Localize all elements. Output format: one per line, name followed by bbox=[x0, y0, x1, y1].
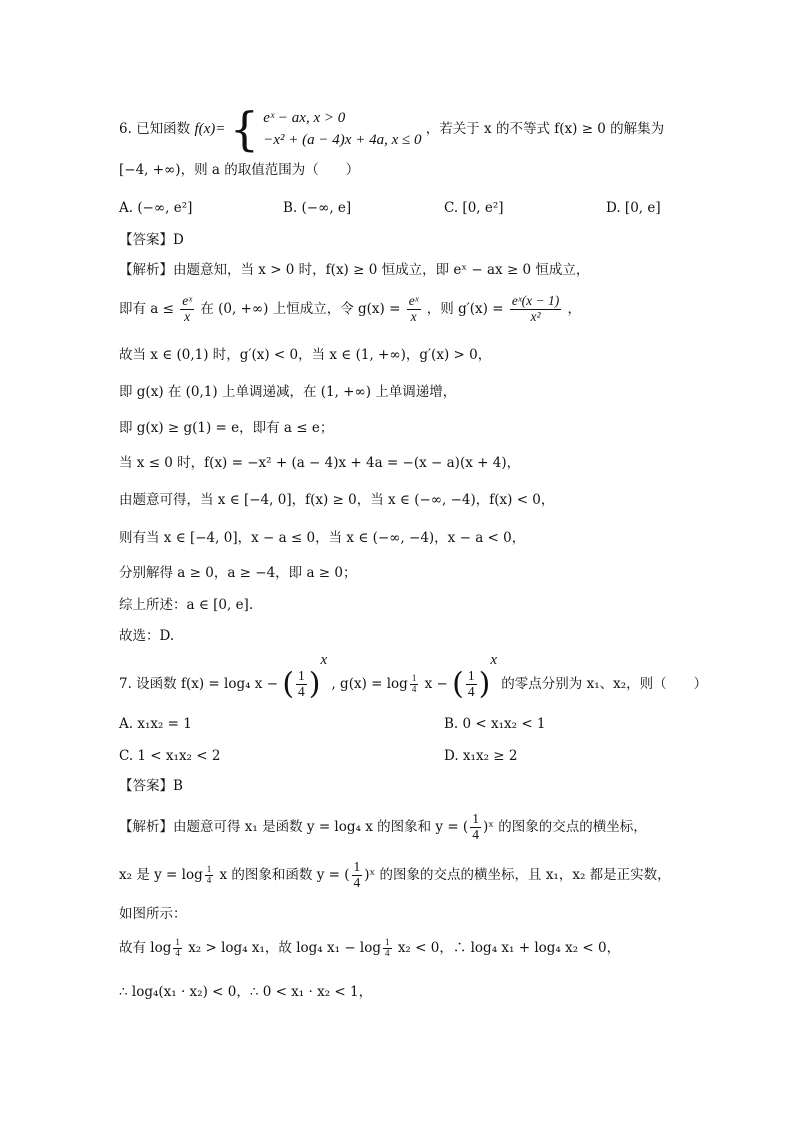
q7-stem-b: , g(x) = log bbox=[331, 676, 408, 692]
fraction-numerator: eˣ(x − 1) bbox=[511, 293, 560, 308]
q7-option-d: D. x₁x₂ ≥ 2 bbox=[444, 748, 518, 764]
q6-solution-5: 即 g(x) ≥ g(1) = e，即有 a ≤ e； bbox=[119, 420, 334, 436]
fraction-denominator: 4 bbox=[206, 874, 212, 885]
q6-stem-b: ，若关于 x 的不等式 f(x) ≥ 0 的解集为 bbox=[425, 121, 665, 138]
fraction-one-quarter bbox=[352, 860, 363, 891]
q7-s4-b: x₂ > log₄ x₁，故 log₄ x₁ − log bbox=[188, 939, 382, 956]
q7-stem-c: x − bbox=[424, 676, 448, 692]
fraction-numerator: eˣ bbox=[182, 293, 193, 308]
fraction-numerator: 1 bbox=[385, 937, 390, 947]
q6-option-c: C. [0, e²] bbox=[444, 200, 504, 216]
fraction-g-prime bbox=[510, 294, 561, 325]
q7-s2-c: )ˣ 的图象的交点的横坐标，且 x₁，x₂ 都是正实数， bbox=[364, 866, 671, 883]
comma: ， bbox=[567, 300, 582, 317]
q6-stem-c: [−4, +∞)，则 a 的取值范围为（ ） bbox=[119, 162, 360, 178]
q6-solution-8: 则有当 x ∈ [−4, 0]，x − a ≤ 0，当 x ∈ (−∞, −4)，x − a < 0， bbox=[119, 530, 526, 546]
q7-s2-a: x₂ 是 y = log bbox=[119, 866, 203, 883]
fraction-numerator: 1 bbox=[298, 668, 305, 684]
fraction-numerator: eˣ bbox=[408, 293, 419, 308]
paren-close: ) bbox=[478, 666, 491, 702]
q6-s2-mid: 在 (0, +∞) 上恒成立，令 g(x) = bbox=[200, 300, 401, 317]
fraction-denominator: 4 bbox=[472, 826, 479, 842]
exponent-x: x bbox=[320, 652, 328, 668]
q7-option-b: B. 0 < x₁x₂ < 1 bbox=[444, 716, 546, 732]
q7-solution-3: 如图所示： bbox=[119, 906, 187, 922]
q6-f-def: f(x)= bbox=[194, 121, 226, 138]
fraction-denominator: 4 bbox=[411, 684, 417, 694]
q6-s2-pre: 即有 a ≤ bbox=[119, 300, 174, 317]
fraction-denominator: x² bbox=[530, 308, 541, 324]
exponent-x: x bbox=[490, 652, 497, 668]
q7-stem-d: 的零点分别为 x₁、x₂，则（ ） bbox=[501, 676, 708, 692]
q7-stem-line bbox=[119, 652, 708, 703]
q7-stem-a: 7. 设函数 f(x) = log₄ x − bbox=[119, 676, 279, 692]
q7-s4-a: 故有 log bbox=[119, 939, 172, 956]
fraction-one-quarter bbox=[470, 812, 481, 843]
q6-stem-line bbox=[119, 102, 664, 157]
q6-solution-10: 综上所述：a ∈ [0, e]. bbox=[119, 597, 254, 613]
fraction-one-quarter bbox=[296, 669, 307, 700]
log-base-quarter bbox=[410, 674, 419, 695]
q7-solution-2 bbox=[119, 860, 671, 891]
q7-solution-4 bbox=[119, 938, 620, 959]
paren-close: ) bbox=[308, 666, 321, 702]
q6-s2-g1: ，则 g′(x) = bbox=[426, 300, 504, 317]
fraction-one-quarter bbox=[466, 669, 477, 700]
q7-solution-1 bbox=[119, 812, 647, 843]
fraction-denominator: 4 bbox=[353, 874, 361, 890]
fraction-denominator: x bbox=[410, 308, 417, 324]
q6-option-b: B. (−∞, e] bbox=[283, 200, 352, 216]
q6-option-d: D. [0, e] bbox=[606, 200, 661, 216]
piecewise-brace: { bbox=[229, 102, 259, 156]
q6-solution-7: 由题意可得，当 x ∈ [−4, 0]，f(x) ≥ 0，当 x ∈ (−∞, −4)，f(x) < 0， bbox=[119, 492, 555, 508]
q6-piece2: −x² + (a − 4)x + 4a, x ≤ 0 bbox=[263, 131, 422, 148]
fraction-denominator: 4 bbox=[385, 947, 390, 958]
q6-solution-9: 分别解得 a ≥ 0，a ≥ −4，即 a ≥ 0； bbox=[119, 565, 357, 581]
fraction-numerator: 1 bbox=[206, 863, 212, 874]
q7-option-c: C. 1 < x₁x₂ < 2 bbox=[119, 748, 221, 764]
q7-answer: 【答案】B bbox=[119, 778, 183, 794]
fraction-denominator: x bbox=[184, 308, 191, 324]
q6-piece1: eˣ − ax, x > 0 bbox=[263, 109, 346, 126]
fraction-denominator: 4 bbox=[175, 947, 180, 958]
fraction-ex-over-x bbox=[180, 294, 194, 325]
q6-stem-a: 6. 已知函数 bbox=[119, 121, 191, 138]
log-base-quarter bbox=[173, 938, 182, 959]
q6-option-a: A. (−∞, e²] bbox=[119, 200, 193, 216]
q6-answer: 【答案】D bbox=[119, 232, 184, 248]
fraction-numerator: 1 bbox=[411, 673, 417, 684]
paren-open: ( bbox=[452, 666, 464, 702]
q6-solution-6: 当 x ≤ 0 时，f(x) = −x² + (a − 4)x + 4a = −(x − a)(x + 4)， bbox=[119, 455, 521, 471]
q7-option-a: A. x₁x₂ = 1 bbox=[119, 716, 192, 732]
q7-s2-b: x 的图象和函数 y = ( bbox=[219, 866, 350, 883]
q7-s4-c: x₂ < 0，∴ log₄ x₁ + log₄ x₂ < 0， bbox=[397, 939, 621, 956]
piecewise-cases bbox=[263, 108, 421, 152]
q7-solution-5: ∴ log₄(x₁ · x₂) < 0，∴ 0 < x₁ · x₂ < 1， bbox=[119, 984, 373, 1000]
fraction-numerator: 1 bbox=[175, 937, 180, 947]
q7-s1-b: )ˣ 的图象的交点的横坐标， bbox=[482, 818, 647, 835]
paren-open: ( bbox=[282, 666, 295, 702]
log-base-quarter bbox=[383, 938, 392, 959]
fraction-numerator: 1 bbox=[472, 811, 479, 826]
q6-solution-3: 故当 x ∈ (0,1) 时，g′(x) < 0，当 x ∈ (1, +∞)，g′(x) > 0， bbox=[119, 347, 492, 363]
fraction-denominator: 4 bbox=[298, 684, 305, 699]
fraction-g-def bbox=[407, 294, 421, 325]
fraction-numerator: 1 bbox=[467, 668, 475, 684]
q7-s1-a: 【解析】由题意可得 x₁ 是函数 y = log₄ x 的图象和 y = ( bbox=[119, 818, 469, 835]
log-base-quarter bbox=[205, 865, 214, 886]
q6-solution-1: 【解析】由题意知，当 x > 0 时，f(x) ≥ 0 恒成立，即 eˣ − ax ≥ 0 恒成立， bbox=[119, 262, 590, 278]
fraction-numerator: 1 bbox=[353, 859, 361, 874]
q6-solution-4: 即 g(x) 在 (0,1) 上单调递减，在 (1, +∞) 上单调递增， bbox=[119, 384, 457, 400]
q6-solution-2 bbox=[119, 294, 581, 325]
q6-solution-11: 故选：D. bbox=[119, 628, 175, 644]
fraction-denominator: 4 bbox=[467, 684, 475, 699]
